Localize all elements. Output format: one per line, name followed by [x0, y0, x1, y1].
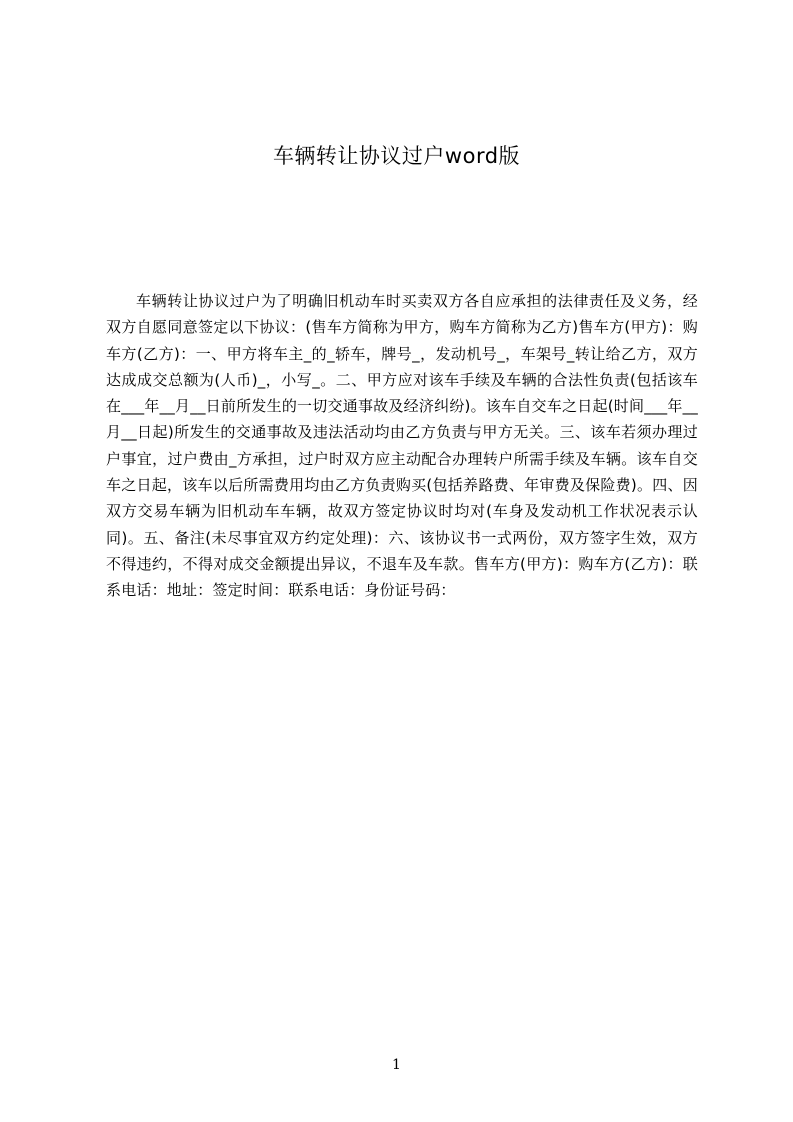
page-number: 1	[392, 1057, 401, 1073]
document-title: 车辆转让协议过户word版	[272, 144, 521, 168]
document-body-paragraph: 车辆转让协议过户为了明确旧机动车时买卖双方各自应承担的法律责任及义务，经双方自愿同意签定以下协议：(售车方简称为甲方，购车方简称为乙方)售车方(甲方)：购车方(乙方)：一、甲方将车主_的_轿车，牌号_，发动机号_，车架号_转让给乙方，双方达成成交总额为(人币)_，小写_。二、甲方应对该车手续及车辆的合法性负责(包括该车在___年__月__日前所发生的一切交通事故及经济纠纷)。该车自交车之日起(时间___年__月__日起)所发生的交通事故及违法活动均由乙方负责与甲方无关。三、该车若须办理过户事宜，过户费由_方承担，过户时双方应主动配合办理转户所需手续及车辆。该车自交车之日起，该车以后所需费用均由乙方负责购买(包括养路费、年审费及保险费)。四、因双方交易车辆为旧机动车车辆，故双方签定协议时均对(车身及发动机工作状况表示认同)。五、备注(未尽事宜双方约定处理)：六、该协议书一式两份，双方签字生效，双方不得违约，不得对成交金额提出异议，不退车及车款。售车方(甲方)：购车方(乙方)：联系电话：地址：签定时间：联系电话：身份证号码：	[106, 292, 698, 600]
